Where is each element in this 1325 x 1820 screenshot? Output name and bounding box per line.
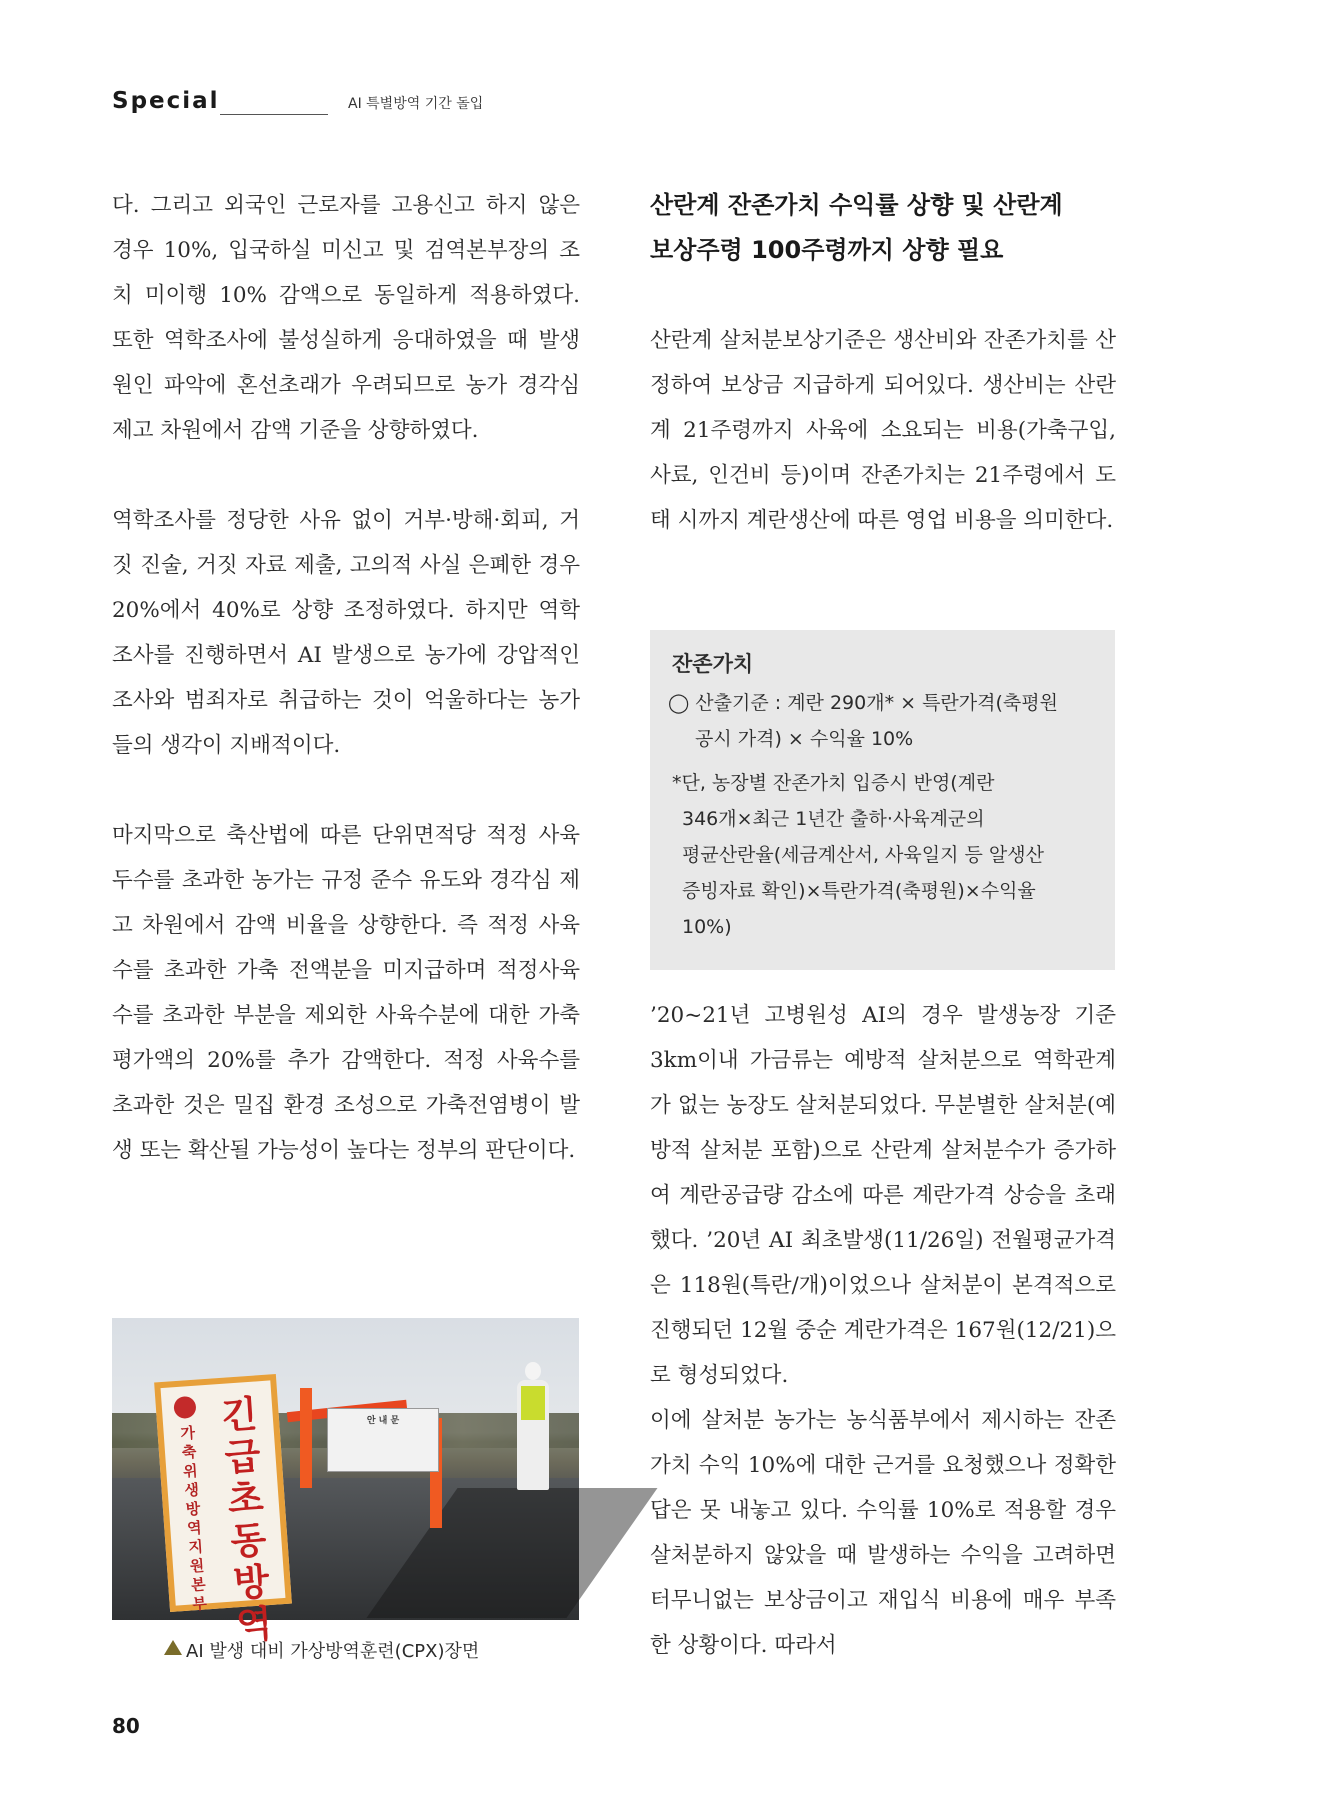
- header-topic: AI 특별방역 기간 돌입: [348, 96, 484, 112]
- info-box-title: 잔존가치: [672, 652, 754, 676]
- body-paragraph: 다. 그리고 외국인 근로자를 고용신고 하지 않은 경우 10%, 입국하실 미신고 및 검역본부장의 조치 미이행 10% 감액으로 동일하게 적용하였다. 또한 역학조사에 불성실하게 응대하였을 때 발생 원인 파악에 혼선초래가 우려되므로 농가 경각심 제고 차원에서 감액 기준을 상향하였다.: [112, 193, 580, 443]
- body-paragraph: ’20~21년 고병원성 AI의 경우 발생농장 기준 3km이내 가금류는 예방적 살처분으로 역학관계가 없는 농장도 살처분되었다. 무분별한 살처분(예방적 살처분 포함)으로 산란계 살처분수가 증가하여 계란공급량 감소에 따른 계란가격 상승을 초래했다. ’20년 AI 최초발생(11/26일) 전월평균가격은 118원(특란/개)이었으나 살처분이 본격적으로 진행되던 12월 중순 계란가격은 167원(12/21)으로 형성되었다.: [650, 1003, 1116, 1388]
- info-box-line: 346개×최근 1년간 출하·사육계군의: [682, 808, 985, 830]
- info-box-line: 평균산란율(세금계산서, 사육일지 등 알생산: [682, 844, 1044, 866]
- triangle-bullet-icon: [164, 1640, 182, 1655]
- photo-notice-board: [327, 1408, 439, 1472]
- page-number: 80: [112, 1714, 140, 1738]
- photo-cpx-drill: [112, 1318, 579, 1648]
- running-header: [112, 88, 532, 122]
- info-box-line: 증빙자료 확인)×특란가격(축평원)×수익율: [682, 880, 1036, 902]
- body-paragraph: 이에 살처분 농가는 농식품부에서 제시하는 잔존가치 수익 10%에 대한 근거를 요청했으나 정확한 답은 못 내놓고 있다. 수익률 10%로 적용할 경우 살처분하지 않았을 때 발생하는 수익을 고려하면 터무니없는 보상금이고 재입식 비용에 매우 부족한 상황이다. 따라서: [650, 1408, 1116, 1658]
- photo-notice-title: 안 내 문: [366, 1416, 400, 1426]
- body-paragraph: 역학조사를 정당한 사유 없이 거부·방해·회피, 거짓 진술, 거짓 자료 제출, 고의적 사실 은폐한 경우 20%에서 40%로 상향 조정하였다. 하지만 역학조사를 진행하면서 AI 발생으로 농가에 강압적인 조사와 범죄자로 취급하는 것이 억울하다는 농가들의 생각이 지배적이다.: [112, 508, 580, 758]
- info-box-line: ◯ 산출기준 : 계란 290개* × 특란가격(축평원: [668, 692, 1058, 714]
- photo-sign-main-text: 긴급초동방역: [220, 1392, 274, 1648]
- section-label: Special: [112, 88, 220, 114]
- left-column: [112, 183, 580, 1173]
- info-box-residual-value: [650, 630, 1115, 970]
- info-box-line: *단, 농장별 잔존가치 입증시 반영(계란: [672, 772, 995, 794]
- body-paragraph: 마지막으로 축산법에 따른 단위면적당 적정 사육두수를 초과한 농가는 규정 준수 유도와 경각심 제고 차원에서 감액 비율을 상향한다. 즉 적정 사육수를 초과한 가축 전액분을 미지급하며 적정사육수를 초과한 부분을 제외한 사육수분에 대한 가축 평가액의 20%를 추가 감액한다. 적정 사육수를 초과한 것은 밀집 환경 조성으로 가축전염병이 발생 또는 확산될 가능성이 높다는 정부의 판단이다.: [112, 823, 580, 1163]
- photo-caption: AI 발생 대비 가상방역훈련(CPX)장면: [186, 1637, 479, 1663]
- agency-logo-icon: [173, 1396, 196, 1419]
- header-rule: [220, 114, 328, 115]
- body-paragraph: 산란계 살처분보상기준은 생산비와 잔존가치를 산정하여 보상금 지급하게 되어있다. 생산비는 산란계 21주령까지 사육에 소요되는 비용(가축구입, 사료, 인건비 등)이며 잔존가치는 21주령에서 도태 시까지 계란생산에 따른 영업 비용을 의미한다.: [650, 328, 1116, 533]
- photo-worker: [517, 1362, 549, 1490]
- section-heading: 산란계 잔존가치 수익률 상향 및 산란계 보상주령 100주령까지 상향 필요: [650, 191, 1063, 264]
- info-box-line: 공시 가격) × 수익율 10%: [695, 728, 914, 750]
- right-column-continued: [650, 993, 1116, 1668]
- photo-cone-post: [300, 1388, 312, 1488]
- right-column: [650, 183, 1116, 543]
- photo-sign: [154, 1374, 292, 1648]
- photo-sign-side-text: 가축위생방역지원본부: [179, 1423, 208, 1614]
- info-box-line: 10%): [682, 916, 732, 938]
